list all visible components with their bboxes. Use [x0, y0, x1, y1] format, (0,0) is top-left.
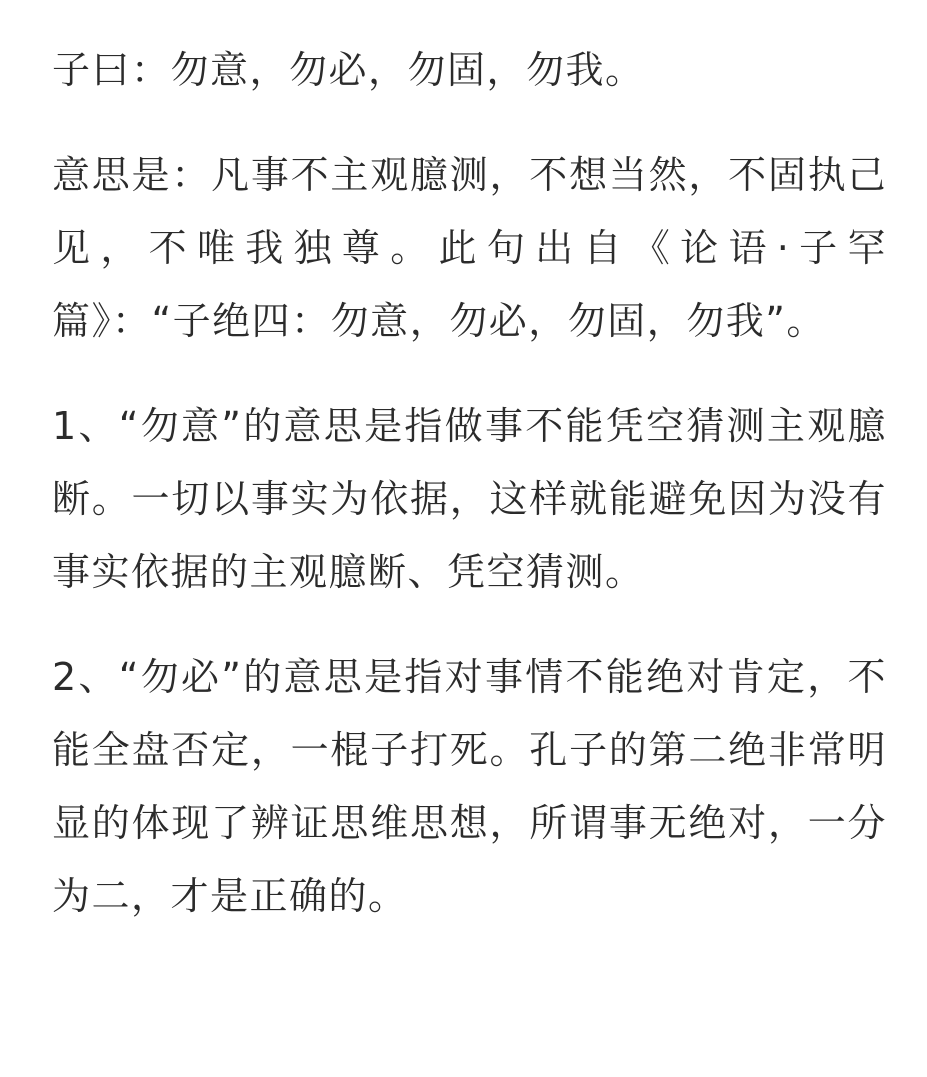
quote-paragraph: 子曰：勿意，勿必，勿固，勿我。 — [52, 48, 645, 92]
article-body — [52, 34, 887, 965]
point-2-paragraph: 2、“勿必”的意思是指对事情不能绝对肯定，不能全盘否定，一棍子打死。孔子的第二绝非常明显的体现了辨证思维思想，所谓事无绝对，一分为二，才是正确的。 — [52, 655, 887, 918]
meaning-paragraph: 意思是：凡事不主观臆测，不想当然，不固执己见，不唯我独尊。此句出自《论语·子罕篇》：“子绝四：勿意，勿必，勿固，勿我”。 — [52, 153, 887, 343]
point-1-paragraph: 1、“勿意”的意思是指做事不能凭空猜测主观臆断。一切以事实为依据，这样就能避免因为没有事实依据的主观臆断、凭空猜测。 — [52, 404, 887, 594]
